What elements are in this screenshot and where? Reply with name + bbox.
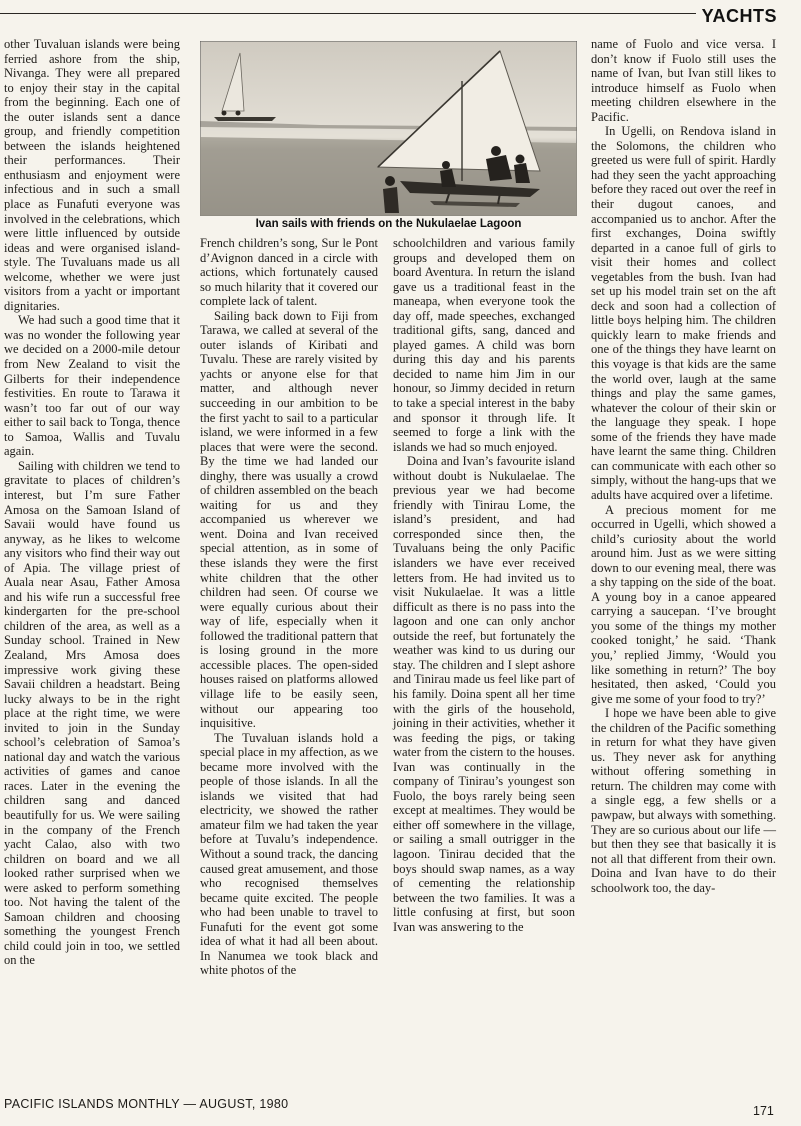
paragraph: Sailing with children we tend to gravitate to places of children’s interest, but I’m sure Father Amosa on the Samoan Island of Savaii would have found us anyway, as he likes to welcome any visitors who find their way out of Apia. The village priest of Auala near Asau, Father Amosa and his wife run a successful free kindergarten for the pre-school children of the area, as well as a Sunday school. Trained in New Zealand, Mrs Amosa does impressive work giving these Savaii children a headstart. Being lucky always to be in the right place at the right time, we were invited to join in the Sunday school’s celebration of Samoa’s national day and watch the various activities of games and canoe races. Later in the evening the children sang and danced beautifully for us. We were sailing in the company of the French yacht Calao, also with two children on board and we all looked rather surprised when we were asked to perform something too. Not having the talent of the Samoan children and choosing something the youngest French child could join in too, we settled on the — [4, 458, 180, 968]
paragraph: A precious moment for me occurred in Ugelli, which showed a child’s curiosity about the world around him. Just as we were sitting down to our evening meal, there was a shy tapping on the side of the boat. A young boy in a canoe appeared carrying a saucepan. ‘I’ve brought you some of the things my mother cooked tonight,’ he said. ‘Thank you,’ replied Jimmy, ‘Would you like something in return?’ The boy hesitated, then asked, ‘Could you give me some of your food to try?’ — [591, 502, 776, 706]
paragraph: The Tuvaluan islands hold a special place in my affection, as we became more involved with the people of those islands. In all the islands we visited that had electricity, we showed the rather amateur film we had taken the year before at Tuvalu’s independence. Without a sound track, the dancing caused great amusement, and those who recognised themselves became quite excited. The people who had been unable to travel to Funafuti for the event got some idea of what it had all been about. In Nanumea we took black and white photos of the — [200, 730, 378, 978]
paragraph: schoolchildren and various family groups and developed them on board Aventura. In return the island gave us a traditional feast in the maneapa, when everyone took the day off, made speeches, exchanged traditional gifts, sang, danced and played games. A child was born during this day and his parents decided to name him Jim in our honour, so Jimmy decided in return to take a special interest in the baby and sponsor it through life. It seemed to forge a link with the islands we had so much enjoyed. — [393, 236, 575, 454]
column-3 — [393, 236, 575, 934]
paragraph: other Tuvaluan islands were being ferried ashore from the ship, Nivanga. They were all prepared to enjoy their stay in the capital from the beginning. Each one of the outer islands sent a dance group, and friendly competition between the islands heightened their performances. Their enthusiasm and enjoyment were infectious and in such a small place as Funafuti everyone was involved in the celebrations, which were little influenced by outside ideas and were organised island-style. The Tuvaluans made us all welcome, whether we were just visitors from a yacht or important dignitaries. — [4, 37, 180, 313]
column-1 — [4, 37, 180, 968]
photo-caption: Ivan sails with friends on the Nukulaelae Lagoon — [255, 218, 522, 230]
column-4 — [591, 37, 776, 895]
publication-footer: PACIFIC ISLANDS MONTHLY — AUGUST, 1980 — [4, 1097, 289, 1111]
outrigger-canoe-photo — [200, 41, 577, 216]
paragraph: I hope we have been able to give the children of the Pacific something in return for what they have given us. They never ask for anything without offering something in return. The children may come with a single egg, a few shells or a pawpaw, but always with something. They are so curious about our life — but then they see that basically it is not all that different from their own. Doina and Ivan have to do their schoolwork too, the day- — [591, 706, 776, 895]
paragraph: Doina and Ivan’s favourite island without doubt is Nukulaelae. The previous year we had become friendly with Tinirau Lome, the island’s president, and had corresponded since then, the Tuvaluans being the only Pacific islanders we have ever received letters from. He had invited us to visit Nukulaelae. It was a little difficult as there is no pass into the lagoon and one can only anchor outside the reef, but fortunately the weather was kind to us during our stay. The children and I slept ashore and Tinirau made us feel like part of his family. Doina spent all her time with the girls of the household, joining in their activities, whether it was feeding the pigs, or taking water from the cistern to the houses. Ivan was continually in the company of Tinirau’s youngest son Fuolo, the boys rarely being seen except at mealtimes. They would be either off somewhere in the village, or sailing a small outrigger in the lagoon. Tinirau decided that the boys should swap names, as a way of cementing the relationship between the two families. It was a little confusing at first, but soon Ivan was answering to the — [393, 454, 575, 934]
paragraph: In Ugelli, on Rendova island in the Solomons, the children who greeted us were full of spirit. Hardly had they seen the yacht approaching before they raced out over the reef in their dugout canoes, and accompanied us to anchor. After the first exchanges, Doina swiftly departed in a canoe full of girls to visit their homes and collect vegetables from the bush. Ivan had set up his model train set on the aft deck and soon had a collection of little boys helping him. The children quickly learn to make friends and one of the things they have learnt on this voyage is that kids are the same the world over, laugh at the same things and play the same games, whatever the colour of their skin or the language they speak. I hope some of the friends they have made have learnt the same thing. Children can communicate with each other so simply, without the hang-ups that we adults have acquired over a lifetime. — [591, 124, 776, 502]
section-heading: YACHTS — [701, 6, 777, 26]
paragraph: We had such a good time that it was no wonder the following year we decided on a 2000-mile detour from New Zealand to visit the Gilberts for their independence festivities. En route to Tarawa it wasn’t too far out of our way either to sail back to Tonga, thence to Samoa, Wallis and Tuvalu again. — [4, 313, 180, 459]
paragraph: name of Fuolo and vice versa. I don’t know if Fuolo still uses the name of Ivan, but Ivan still likes to introduce himself as Fuolo when meeting children elsewhere in the Pacific. — [591, 37, 776, 124]
paragraph: French children’s song, Sur le Pont d’Avignon danced in a circle with actions, which fortunately caused so much hilarity that it covered our complete lack of talent. — [200, 236, 378, 309]
column-2 — [200, 236, 378, 978]
sailing-photo — [200, 41, 577, 216]
header-rule — [0, 13, 696, 14]
page-number: 171 — [753, 1104, 774, 1118]
paragraph: Sailing back down to Fiji from Tarawa, we called at several of the outer islands of Kiribati and Tuvalu. These are rarely visited by yachts or anyone else for that matter, and although never succeeding in our ambition to be the first yacht to sail to a particular island, we were informed in a few places that were were the second. By the time we had landed our dinghy, there was usually a crowd of children assembled on the beach waiting for us and they accompanied us wherever we went. Doina and Ivan received special attention, as in some of these islands they were the first white children that the other children had seen. Of course we were equally curious about their way of life, especially when it followed the traditional pattern that is losing ground in the more accessible places. The open-sided houses raised on platforms allowed village life to be easily seen, without our appearing too inquisitive. — [200, 308, 378, 731]
